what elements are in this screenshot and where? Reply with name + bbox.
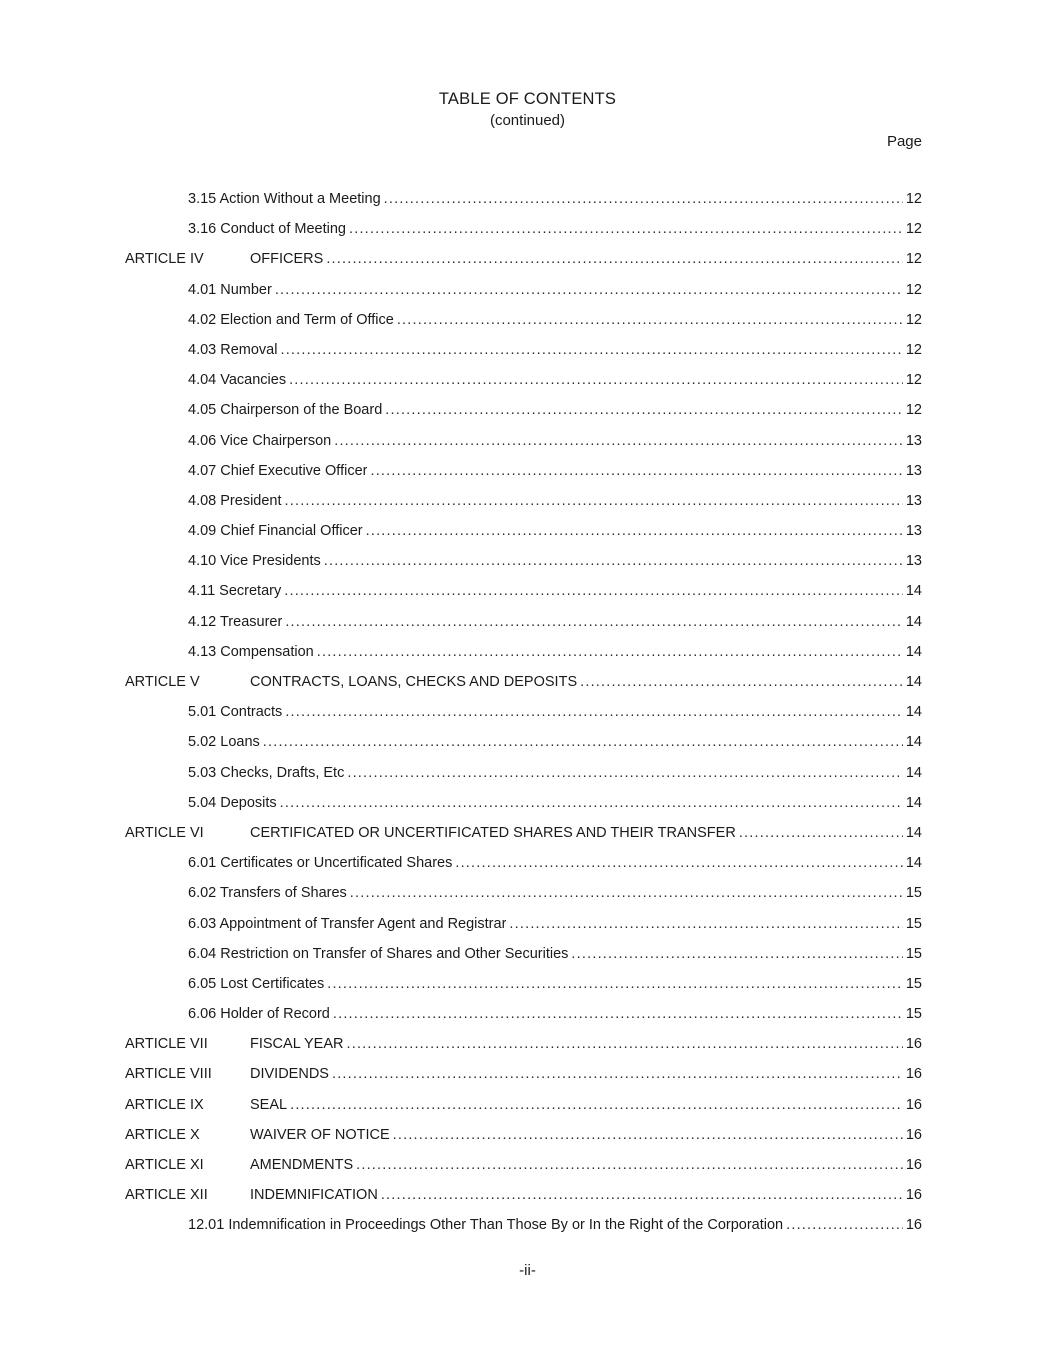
toc-entry-page: 12	[905, 281, 922, 298]
toc-entry-title: 4.07 Chief Executive Officer	[188, 462, 368, 479]
toc-entry-page: 15	[905, 915, 922, 932]
toc-entry-page: 13	[905, 462, 922, 479]
toc-entry-title: 6.04 Restriction on Transfer of Shares and Other Securities	[188, 945, 569, 962]
dot-leader	[350, 878, 903, 908]
toc-entry-title: INDEMNIFICATION	[250, 1187, 378, 1204]
dot-leader	[333, 999, 903, 1029]
toc-article-label: ARTICLE XI	[125, 1157, 204, 1173]
dot-leader	[455, 848, 903, 878]
toc-row	[125, 999, 922, 1029]
dot-leader	[332, 1059, 903, 1089]
toc-article-label: ARTICLE V	[125, 674, 200, 690]
toc-entry-title: 4.09 Chief Financial Officer	[188, 523, 363, 540]
dot-leader	[370, 456, 902, 486]
toc-entry-title: 4.10 Vice Presidents	[188, 553, 321, 570]
dot-leader	[393, 1120, 903, 1150]
toc-entry-page: 13	[905, 523, 922, 540]
toc-entry-title: 3.16 Conduct of Meeting	[188, 221, 346, 238]
toc-entry-title: 5.02 Loans	[188, 734, 260, 751]
toc-entry-page: 16	[905, 1126, 922, 1143]
toc-entry-title: 6.02 Transfers of Shares	[188, 885, 347, 902]
toc-entry-page: 15	[905, 945, 922, 962]
toc-row	[125, 909, 922, 939]
toc-entry-page: 14	[905, 764, 922, 781]
toc-entry-title: CERTIFICATED OR UNCERTIFICATED SHARES AND THEIR TRANSFER	[250, 824, 736, 841]
dot-leader	[327, 969, 903, 999]
dot-leader	[786, 1210, 903, 1240]
toc-entry-page: 14	[905, 583, 922, 600]
toc-entry-title: 4.11 Secretary	[188, 583, 282, 600]
toc-entry-title: DIVIDENDS	[250, 1066, 329, 1083]
toc-row	[125, 637, 922, 667]
page-title: TABLE OF CONTENTS	[438, 90, 617, 108]
toc-entry-title: 5.03 Checks, Drafts, Etc	[188, 764, 345, 781]
dot-leader	[289, 365, 903, 395]
toc-entry-title: 4.12 Treasurer	[188, 613, 283, 630]
toc-entry-page: 15	[905, 885, 922, 902]
toc-entry-title: 4.13 Compensation	[188, 643, 314, 660]
page-column-label: Page	[886, 133, 922, 150]
toc-entry-title: 6.01 Certificates or Uncertificated Shares	[188, 855, 453, 872]
dot-leader	[346, 1029, 902, 1059]
toc-entry-page: 14	[905, 855, 922, 872]
toc-row	[125, 486, 922, 516]
toc-entry-page: 16	[905, 1066, 922, 1083]
toc-entry-page: 12	[905, 311, 922, 328]
dot-leader	[285, 486, 903, 516]
toc-row	[125, 667, 922, 697]
toc-entry-page: 16	[905, 1157, 922, 1173]
toc-row	[125, 244, 922, 274]
toc-entry-page: 15	[905, 1006, 922, 1023]
toc-row	[125, 516, 922, 546]
toc-entry-page: 14	[905, 643, 922, 660]
table-of-contents	[125, 184, 922, 1241]
toc-entry-title: 6.05 Lost Certificates	[188, 975, 325, 992]
toc-entry-title: SEAL	[250, 1096, 288, 1113]
toc-row	[125, 275, 922, 305]
toc-entry-page: 16	[905, 1036, 922, 1053]
dot-leader	[285, 607, 903, 637]
toc-entry-page: 16	[905, 1096, 922, 1113]
toc-entry-page: 13	[905, 553, 922, 570]
toc-row	[125, 365, 922, 395]
toc-article-label: ARTICLE XII	[125, 1187, 208, 1204]
toc-row	[125, 969, 922, 999]
dot-leader	[739, 818, 903, 848]
toc-row	[125, 1150, 922, 1180]
toc-entry-title: 6.03 Appointment of Transfer Agent and Registrar	[188, 915, 507, 932]
toc-entry-page: 12	[905, 251, 922, 268]
toc-entry-page: 13	[905, 492, 922, 509]
toc-row	[125, 305, 922, 335]
toc-row	[125, 426, 922, 456]
toc-row	[125, 335, 922, 365]
toc-row	[125, 1090, 922, 1120]
dot-leader	[509, 909, 902, 939]
toc-row	[125, 395, 922, 425]
toc-row	[125, 1180, 922, 1210]
toc-entry-title: 5.01 Contracts	[188, 704, 283, 721]
dot-leader	[280, 335, 902, 365]
toc-entry-page: 12	[905, 402, 922, 419]
toc-entry-page: 14	[905, 704, 922, 721]
page-subtitle: (continued)	[489, 112, 566, 129]
toc-entry-page: 12	[905, 221, 922, 238]
toc-entry-page: 14	[905, 734, 922, 751]
toc-entry-page: 14	[905, 824, 922, 841]
dot-leader	[385, 395, 903, 425]
toc-entry-title: CONTRACTS, LOANS, CHECKS AND DEPOSITS	[250, 674, 578, 690]
dot-leader	[571, 939, 902, 969]
toc-article-label: ARTICLE VIII	[125, 1066, 212, 1083]
toc-entry-page: 16	[905, 1217, 922, 1234]
toc-entry-title: WAIVER OF NOTICE	[250, 1126, 390, 1143]
dot-leader	[356, 1150, 903, 1180]
toc-row	[125, 1210, 922, 1240]
toc-row	[125, 576, 922, 606]
toc-article-label: ARTICLE X	[125, 1126, 200, 1143]
toc-entry-page: 16	[905, 1187, 922, 1204]
toc-entry-title: 3.15 Action Without a Meeting	[188, 191, 381, 207]
dot-leader	[366, 516, 903, 546]
toc-row	[125, 788, 922, 818]
toc-row	[125, 697, 922, 727]
toc-entry-title: 5.04 Deposits	[188, 794, 277, 811]
dot-leader	[381, 1180, 903, 1210]
toc-entry-page: 13	[905, 432, 922, 449]
toc-entry-title: 4.02 Election and Term of Office	[188, 311, 394, 328]
toc-row	[125, 1120, 922, 1150]
toc-row	[125, 607, 922, 637]
dot-leader	[347, 758, 903, 788]
toc-entry-title: 4.06 Vice Chairperson	[188, 432, 332, 449]
dot-leader	[280, 788, 903, 818]
toc-row	[125, 1029, 922, 1059]
toc-article-label: ARTICLE IV	[125, 251, 204, 268]
toc-entry-page: 15	[905, 975, 922, 992]
toc-entry-page: 12	[905, 341, 922, 358]
toc-row	[125, 848, 922, 878]
dot-leader	[290, 1090, 903, 1120]
dot-leader	[349, 214, 903, 244]
dot-leader	[334, 426, 903, 456]
toc-entry-title: 4.03 Removal	[188, 341, 278, 358]
page-number-footer: -ii-	[519, 1262, 536, 1279]
toc-article-label: ARTICLE IX	[125, 1096, 204, 1113]
toc-entry-page: 14	[905, 613, 922, 630]
toc-entry-title: AMENDMENTS	[250, 1157, 354, 1173]
toc-entry-title: 6.06 Holder of Record	[188, 1006, 330, 1023]
toc-entry-page: 12	[905, 372, 922, 389]
toc-row	[125, 758, 922, 788]
toc-entry-title: FISCAL YEAR	[250, 1036, 344, 1053]
toc-entry-title: OFFICERS	[250, 251, 324, 268]
toc-entry-page: 14	[905, 794, 922, 811]
dot-leader	[324, 546, 903, 576]
dot-leader	[397, 305, 903, 335]
toc-row	[125, 818, 922, 848]
toc-row	[125, 1059, 922, 1089]
toc-row	[125, 214, 922, 244]
dot-leader	[326, 244, 903, 274]
dot-leader	[275, 275, 903, 305]
toc-entry-title: 4.01 Number	[188, 281, 272, 298]
toc-article-label: ARTICLE VI	[125, 824, 204, 841]
toc-row	[125, 456, 922, 486]
dot-leader	[284, 576, 903, 606]
dot-leader	[384, 184, 903, 214]
toc-entry-title: 4.05 Chairperson of the Board	[188, 402, 383, 419]
dot-leader	[285, 697, 903, 727]
toc-entry-page: 14	[905, 674, 922, 690]
toc-entry-title: 4.04 Vacancies	[188, 372, 287, 389]
toc-row	[125, 878, 922, 908]
toc-entry-page: 12	[905, 191, 922, 207]
toc-row	[125, 184, 922, 214]
dot-leader	[580, 667, 903, 697]
toc-row	[125, 546, 922, 576]
toc-row	[125, 939, 922, 969]
toc-entry-title: 12.01 Indemnification in Proceedings Other Than Those By or In the Right of the Corporation	[188, 1217, 784, 1234]
dot-leader	[317, 637, 903, 667]
toc-row	[125, 727, 922, 757]
toc-article-label: ARTICLE VII	[125, 1036, 208, 1053]
dot-leader	[263, 727, 903, 757]
toc-entry-title: 4.08 President	[188, 492, 282, 509]
